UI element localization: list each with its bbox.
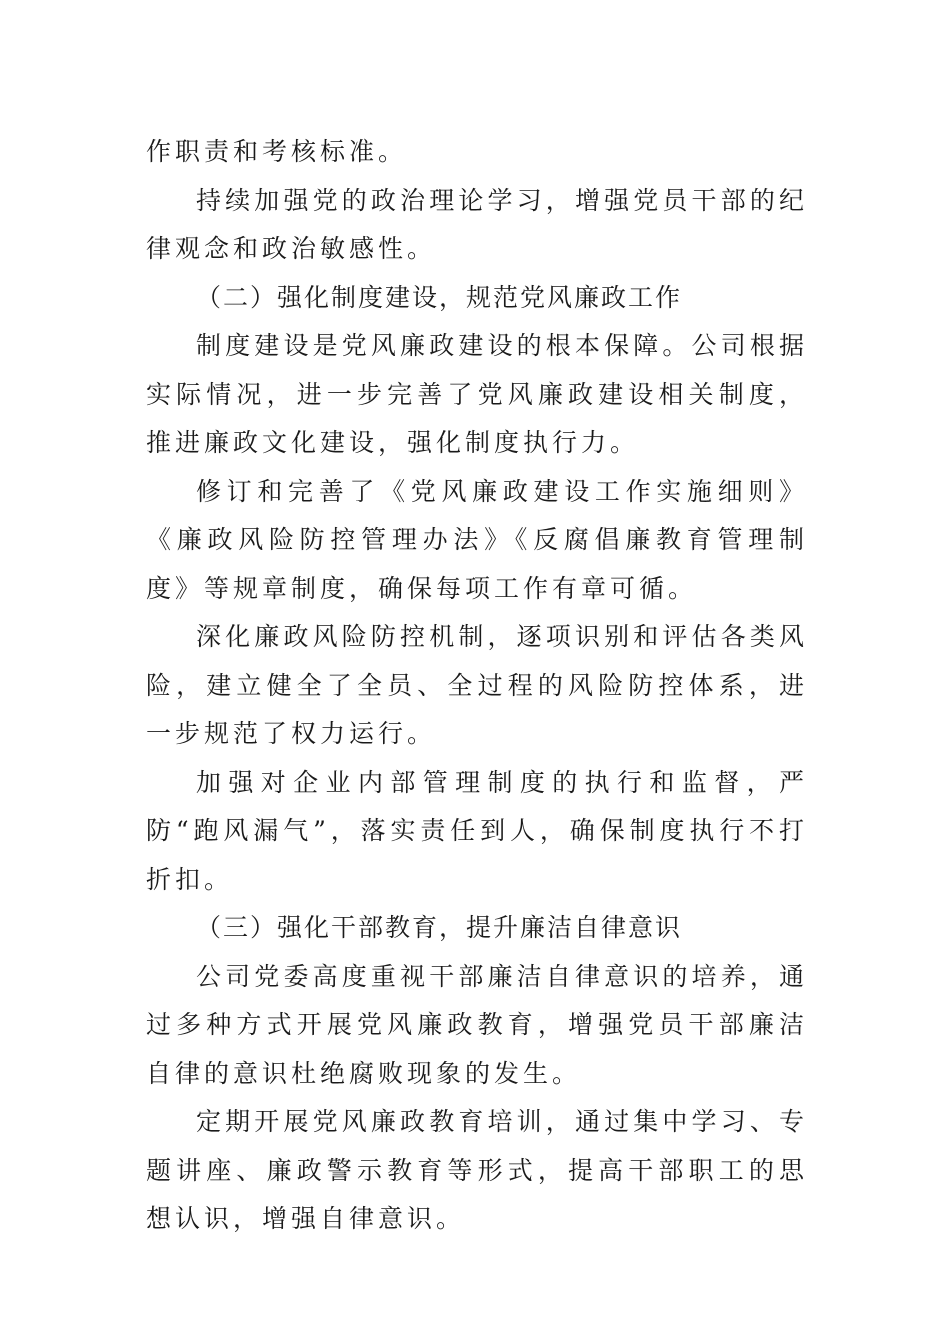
paragraph-education-intro: 公司党委高度重视干部廉洁自律意识的培养，通过多种方式开展党风廉政教育，增强党员干部廉洁自律的意识杜绝腐败现象的发生。 bbox=[146, 961, 808, 1088]
paragraph-political-study: 持续加强党的政治理论学习，增强党员干部的纪律观念和政治敏感性。 bbox=[146, 185, 808, 263]
paragraph-supervision: 加强对企业内部管理制度的执行和监督，严防“跑风漏气”，落实责任到人，确保制度执行不打折扣。 bbox=[146, 767, 808, 894]
section-heading-cadre-education: （三）强化干部教育，提升廉洁自律意识 bbox=[196, 913, 683, 942]
section-heading-system-building: （二）强化制度建设，规范党风廉政工作 bbox=[196, 282, 683, 312]
paragraph-training: 定期开展党风廉政教育培训，通过集中学习、专题讲座、廉政警示教育等形式，提高干部职工的思想认识，增强自律意识。 bbox=[146, 1107, 808, 1233]
paragraph-continuation: 作职责和考核标准。 bbox=[146, 137, 408, 166]
document-body bbox=[146, 128, 808, 1244]
paragraph-risk-control: 深化廉政风险防控机制，逐项识别和评估各类风险，建立健全了全员、全过程的风险防控体系，进一步规范了权力运行。 bbox=[146, 622, 808, 748]
paragraph-regulations-revised: 修订和完善了《党风廉政建设工作实施细则》《廉政风险防控管理办法》《反腐倡廉教育管理制度》等规章制度，确保每项工作有章可循。 bbox=[146, 476, 808, 603]
paragraph-system-intro: 制度建设是党风廉政建设的根本保障。公司根据实际情况，进一步完善了党风廉政建设相关制度，推进廉政文化建设，强化制度执行力。 bbox=[146, 331, 808, 457]
